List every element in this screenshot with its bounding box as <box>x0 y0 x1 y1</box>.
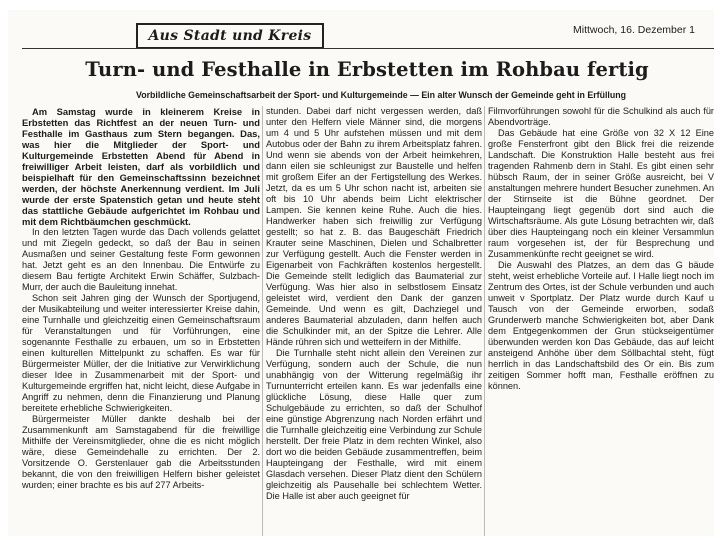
article-paragraph: Bürgermeister Müller dankte deshalb bei der Zusammenkunft am Samstagabend für die freiwillige Mithilfe der Vereinsmitglieder, ohne die es nicht möglich wäre, diese Gemeindehalle zu errichten. Der 2. Vorsitzende O. Gerstenlauer gab die Arbeitsstunden bekannt, die von den freiwilligen Helfern bisher geleistet wurden; einer brachte es bis auf 277 Arbeits- <box>22 414 260 490</box>
newspaper-clipping <box>8 10 714 536</box>
column-divider <box>484 106 485 536</box>
header-rule <box>22 48 714 49</box>
article-column-1 <box>22 106 260 536</box>
article-paragraph: Die Turnhalle steht nicht allein den Vereinen zur Verfügung, sondern auch der Schule, die nun unabhängig von der Witterung regelmäßig ihr Turnunterricht erteilen kann. Es war jedenfalls eine glückliche Lösung, diese Halle quer zum Schulgebäude zu errichten, so daß der Schulhof eine günstige Abgrenzung nach Norden erfährt und die Turnhalle gleichzeitig eine Verbindung zur Schule herstellt. Der freie Platz in dem rechten Winkel, also dort wo die beiden Gebäude zusammentreffen, beim Haupteingang der Festhalle, wird mit einem Glasdach versehen. Dieser Platz dient den Schülern gleichzeitig als Pausehalle bei schlechtem Wetter. Die Halle ist aber auch geeignet für <box>266 348 482 501</box>
section-label: Aus Stadt und Kreis <box>136 23 324 49</box>
article-paragraph: Filmvorführungen sowohl für die Schulkind als auch für Abendvorträge. <box>488 106 714 127</box>
subheadline: Vorbildliche Gemeinschaftsarbeit der Sport- und Kulturgemeinde — Ein alter Wunsch der Gemeinde geht in Erfüllung <box>136 90 626 100</box>
article-paragraph: Das Gebäude hat eine Größe von 32 X 12 Eine große Fensterfront gibt den Blick frei die reizende Landschaft. Die Konstruktion Halle besteht aus frei tragenden Rahmenb dern in Stahl. Es gibt einen sehr hübsch Raum, der in seiner Größe ausreicht, bei V anstaltungen mehrere hundert Besucher zunehmen. An der Stirnseite ist die Bühne geordnet. Der Haupteingang liegt gegenüb dort sind auch die Wirtschaftsräume. Als gute Lösung betrachten wir, daß über dies Haupteingang noch ein kleiner Versammlun raum vorgesehen ist, der für Besprechung und Zusammenkünfte recht geeignet se wird. <box>488 128 714 259</box>
article-column-2 <box>266 106 482 536</box>
article-paragraph: In den letzten Tagen wurde das Dach vollends gelattet und mit Ziegeln gedeckt, so daß der Bau in seinen Ausmaßen und seiner Gestaltung feste Form gewonnen hat. Jetzt geht es an den Innenbau. Die Entwürfe zu diesem Bau fertigte Architekt Erwin Schäffer, Sulzbach-Murr, der auch die Bauleitung innehat. <box>22 227 260 292</box>
headline: Turn- und Festhalle in Erbstetten im Rohbau fertig <box>85 58 649 81</box>
article-column-3 <box>488 106 714 536</box>
dateline: Mittwoch, 16. Dezember 1 <box>573 24 695 36</box>
article-paragraph: stunden. Dabei darf nicht vergessen werden, daß unter den Helfern viele Männer sind, die morgens um 4 und 5 Uhr aufstehen müssen und mit dem Autobus oder der Bahn zu ihrem Arbeitsplatz fahren. Und wenn sie abends von der Arbeit heimkehren, dann eilen sie schleunigst zur Baustelle und helfen mit großem Eifer an der Fertigstellung des Werkes. Jetzt, da es um 5 Uhr schon nacht ist, arbeiten sie oft bis 10 Uhr abends beim Licht elektrischer Lampen. Sie kennen keine Ruhe. Auch die hies. Handwerker haben sich freiwillig zur Verfügung gestellt; so hat z. B. das Baugeschäft Friedrich Krauter seine Maschinen, Dielen und Schalbretter zur Verfügung gestellt. Auch die Fenster werden in Eigenarbeit von Fachkräften kostenlos hergestellt. Die Gemeinde stellt lediglich das Baumaterial zur Verfügung. Was hier also in selbstlosem Einsatz geleistet wird, verdient den Dank der ganzen Gemeinde. Und wenn es gilt, Dachziegel und anderes Baumaterial abzuladen, dann helfen auch die Schulkinder mit, an der Spitze die Lehrer. Alle Hände rühren sich und wetteifern in der Mithilfe. <box>266 106 482 347</box>
article-paragraph: Die Auswahl des Platzes, an dem das G bäude steht, weist erhebliche Vorteile auf. I Halle liegt noch im Zentrum des Ortes, ist der Schule verbunden und auch unweit v Sportplatz. Der Platz wurde durch Kauf u Tausch von der Gemeinde erworben, sodaß Grunderwerb manche Schwierigkeiten bot, aber Dank dem Entgegenkommen der Grun stückseigentümer überwunden werden kon Das Gebäude, das auf leicht ansteigend Anhöhe über dem Söllbachtal steht, fügt herrlich in das Landschaftsbild des Or ein. Bis zum zeitigen Sommer hofft man, Festhalle eröffnen zu können. <box>488 260 714 391</box>
article-paragraph: Schon seit Jahren ging der Wunsch der Sportjugend, der Musikabteilung und weiter interessierter Kreise dahin, eine Turnhalle und gleichzeitig einen Gemeinschaftsraum für Veranstaltungen und für Vorführungen, eine sogenannte Festhalle zu erbauen, um so in Erbstetten einen kulturellen Mittelpunkt zu schaffen. Es war für Bürgermeister Müller, der die Initiative zur Verwirklichung dieser Idee in Zusammenarbeit mit der Sport- und Kulturgemeinde ergriffen hat, nicht leicht, diese Aufgabe in Angriff zu nehmen, denn die Finanzierung und Planung bereitete erhebliche Schwierigkeiten. <box>22 293 260 413</box>
column-divider <box>262 106 263 536</box>
lead-paragraph: Am Samstag wurde in kleinerem Kreise in Erbstetten das Richtfest an der neuen Turn- und Festhalle im Gasthaus zum Stern begangen. Das, was hier die Mitglieder der Sport- und Kulturgemeinde Erbstetten Abend für Abend in freiwilliger Arbeit leisten, darf als vorbildlich und beispielhaft für den Gemeinschaftssinn bezeichnet werden, der höchste Anerkennung verdient. Im Juli wurde der erste Spatenstich getan und heute steht das stattliche Gebäude aufgerichtet im Rohbau und mit dem Richtbäumchen geschmückt. <box>22 106 260 227</box>
